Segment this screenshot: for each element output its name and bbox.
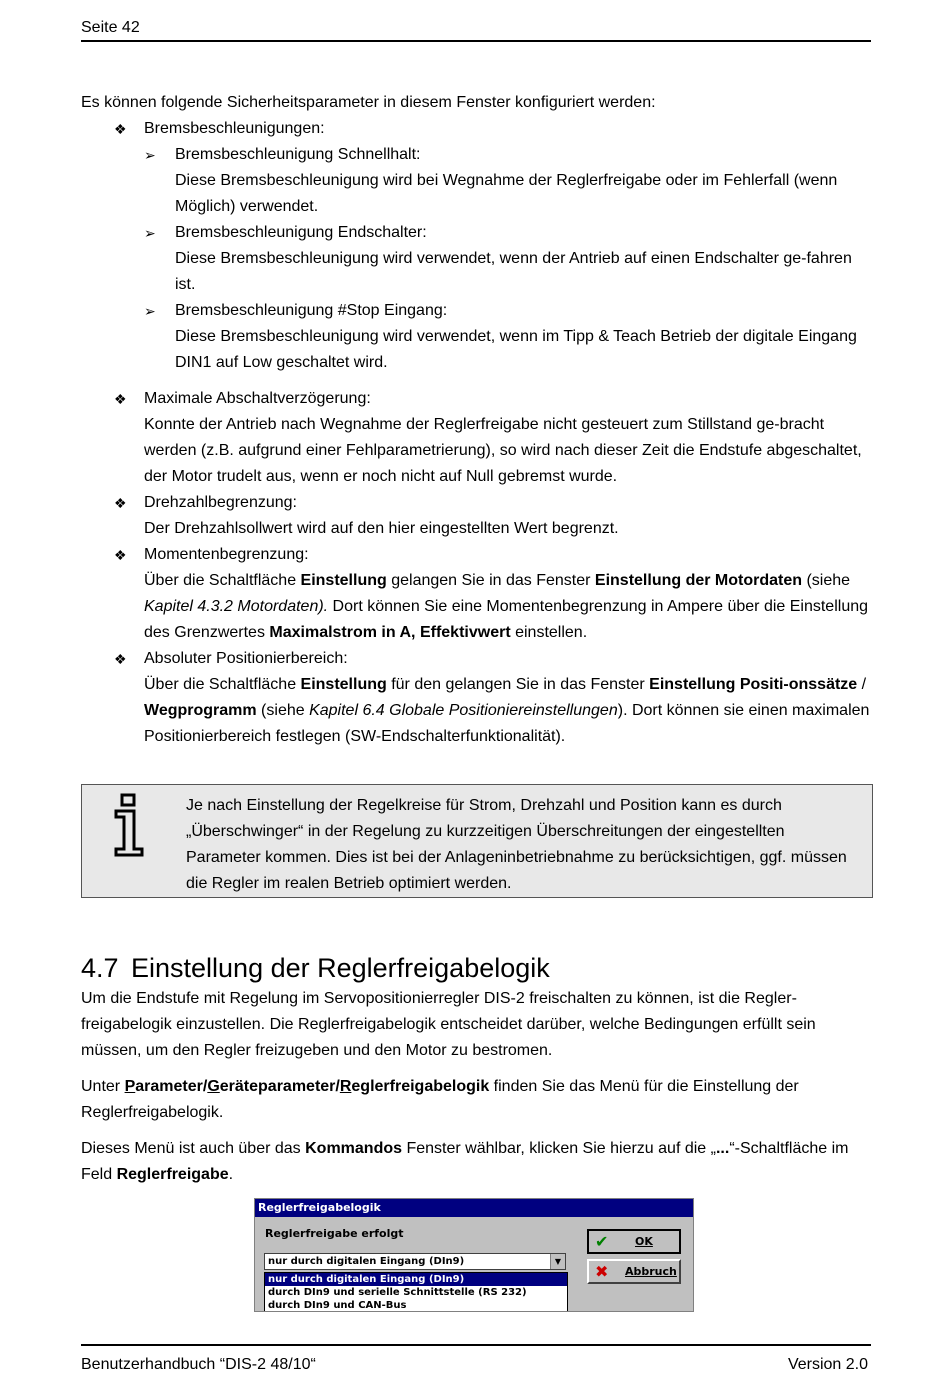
section-body	[81, 986, 871, 1198]
option-item[interactable]: nur durch digitalen Eingang (DIn9)	[265, 1273, 567, 1286]
list-item-pos: ❖ Absoluter Positionierbereich: Über die Schaltfläche Einstellung für den gelangen Sie in das Fenster Einstellung Positi-onssätze / Wegprogramm (siehe Kapitel 6.4 Globale Positioniereinstellungen). Dort können sie einen maximalen Positionierbereich festlegen (SW-Endschalterfunktionalität).	[81, 646, 871, 750]
arrow-bullet-icon: ➢	[144, 225, 156, 241]
dialog-label: Reglerfreigabe erfolgt	[265, 1227, 404, 1240]
list-item-drehzahl: ❖ Drehzahlbegrenzung: Der Drehzahlsollwert wird auf den hier eingestellten Wert begrenzt.	[81, 490, 871, 542]
section-title: Einstellung der Reglerfreigabelogik	[131, 953, 550, 984]
diamond-bullet-icon: ❖	[114, 651, 127, 667]
section-heading	[81, 948, 871, 988]
note-text: Je nach Einstellung der Regelkreise für Strom, Drehzahl und Position kann es durch „Überschwinger“ in der Regelung zu kurzzeitigen Überschreitungen der eingestellten Parameter kommen. Dies ist bei der Anlageninbetriebnahme zu berücksichtigen, ggf. müssen die Regler im realen Betrieb optimiert werden.	[186, 797, 847, 892]
page-footer	[81, 1355, 868, 1375]
info-note-box	[81, 784, 873, 898]
cross-icon: ✖	[595, 1262, 609, 1281]
ok-button[interactable]: ✔ OK	[587, 1229, 681, 1254]
body-paragraph-1: Um die Endstufe mit Regelung im Servopositionierregler DIS-2 freischalten zu können, ist die Regler-freigabelogik einzustellen. Die Reglerfreigabelogik entscheidet darüber, welche Bedingungen erfüllt sein müssen, um den Regler freizugeben und den Motor zu bestromen.	[81, 990, 816, 1059]
diamond-bullet-icon: ❖	[114, 547, 127, 563]
option-item[interactable]: durch DIn9 und serielle Schnittstelle (RS 232)	[268, 1287, 527, 1298]
body-paragraph-2: Unter Parameter/Geräteparameter/Reglerfreigabelogik finden Sie das Menü für die Einstellung der Reglerfreigabelogik.	[81, 1078, 799, 1121]
dialog-title-bar: Reglerfreigabelogik	[255, 1199, 693, 1217]
diamond-bullet-icon: ❖	[114, 121, 127, 137]
freigabe-select[interactable]	[264, 1253, 566, 1270]
moment-text: Über die Schaltfläche Einstellung gelangen Sie in das Fenster Einstellung der Motordaten (siehe Kapitel 4.3.2 Motordaten). Dort können Sie eine Momentenbegrenzung in Ampere über die Einstellung des Grenzwertes Maximalstrom in A, Effektivwert einstellen.	[144, 572, 869, 641]
select-value: nur durch digitalen Eingang (DIn9)	[268, 1256, 465, 1267]
option-item[interactable]: durch DIn9 und CAN-Bus	[268, 1300, 407, 1311]
chevron-down-icon[interactable]: ▼	[550, 1254, 565, 1269]
page-header	[81, 18, 871, 38]
arrow-bullet-icon: ➢	[144, 303, 156, 319]
sublist-item-endschalter: ➢ Bremsbeschleunigung Endschalter: Diese Bremsbeschleunigung wird verwendet, wenn der Antrieb auf einen Endschalter ge-fahren ist.	[81, 220, 871, 298]
list-item-abschalt: ❖ Maximale Abschaltverzögerung: Konnte der Antrieb nach Wegnahme der Reglerfreigabe nicht gesteuert zum Stillstand ge-bracht werden (z.B. aufgrund einer Fehlparametrierung), so wird nach dieser Zeit die Endstufe abgeschaltet, der Motor trudelt aus, wenn er noch nicht auf Null gebremst wurde.	[81, 386, 871, 490]
diamond-bullet-icon: ❖	[114, 495, 127, 511]
freigabe-options-list	[264, 1272, 568, 1312]
reglerfreigabelogik-dialog	[254, 1198, 694, 1312]
intro-text: Es können folgende Sicherheitsparameter in diesem Fenster konfiguriert werden:	[81, 94, 656, 111]
page-number: Seite 42	[81, 19, 140, 36]
main-content	[81, 90, 871, 750]
arrow-bullet-icon: ➢	[144, 147, 156, 163]
list-item-moment: ❖ Momentenbegrenzung: Über die Schaltfläche Einstellung gelangen Sie in das Fenster Einstellung der Motordaten (siehe Kapitel 4.3.2 Motordaten). Dort können Sie eine Momentenbegrenzung in Ampere über die Einstellung des Grenzwertes Maximalstrom in A, Effektivwert einstellen.	[81, 542, 871, 646]
footer-version: Version 2.0	[787, 1356, 868, 1373]
info-icon	[112, 793, 146, 857]
checkmark-icon: ✔	[595, 1232, 609, 1251]
footer-manual-title: Benutzerhandbuch “DIS-2 48/10“	[81, 1356, 316, 1373]
header-rule	[81, 40, 871, 42]
section-number: 4.7	[81, 953, 119, 984]
diamond-bullet-icon: ❖	[114, 391, 127, 407]
pos-text: Über die Schaltfläche Einstellung für den gelangen Sie in das Fenster Einstellung Positi-onssätze / Wegprogramm (siehe Kapitel 6.4 Globale Positioniereinstellungen). Dort können sie einen maximalen Positionierbereich festlegen (SW-Endschalterfunktionalität).	[144, 676, 870, 745]
body-paragraph-3: Dieses Menü ist auch über das Kommandos Fenster wählbar, klicken Sie hierzu auf die „...“-Schaltfläche im Feld Reglerfreigabe.	[81, 1140, 849, 1183]
cancel-button[interactable]: ✖ Abbruch	[587, 1259, 681, 1284]
list-item-brems: ❖ Bremsbeschleunigungen:	[81, 116, 871, 142]
footer-rule	[81, 1344, 871, 1346]
sublist-item-schnellhalt: ➢ Bremsbeschleunigung Schnellhalt: Diese Bremsbeschleunigung wird bei Wegnahme der Reglerfreigabe oder im Fehlerfall (wenn Möglich) verwendet.	[81, 142, 871, 220]
sublist-item-stop: ➢ Bremsbeschleunigung #Stop Eingang: Diese Bremsbeschleunigung wird verwendet, wenn im Tipp & Teach Betrieb der digitale Eingang DIN1 auf Low geschaltet wird.	[81, 298, 871, 376]
